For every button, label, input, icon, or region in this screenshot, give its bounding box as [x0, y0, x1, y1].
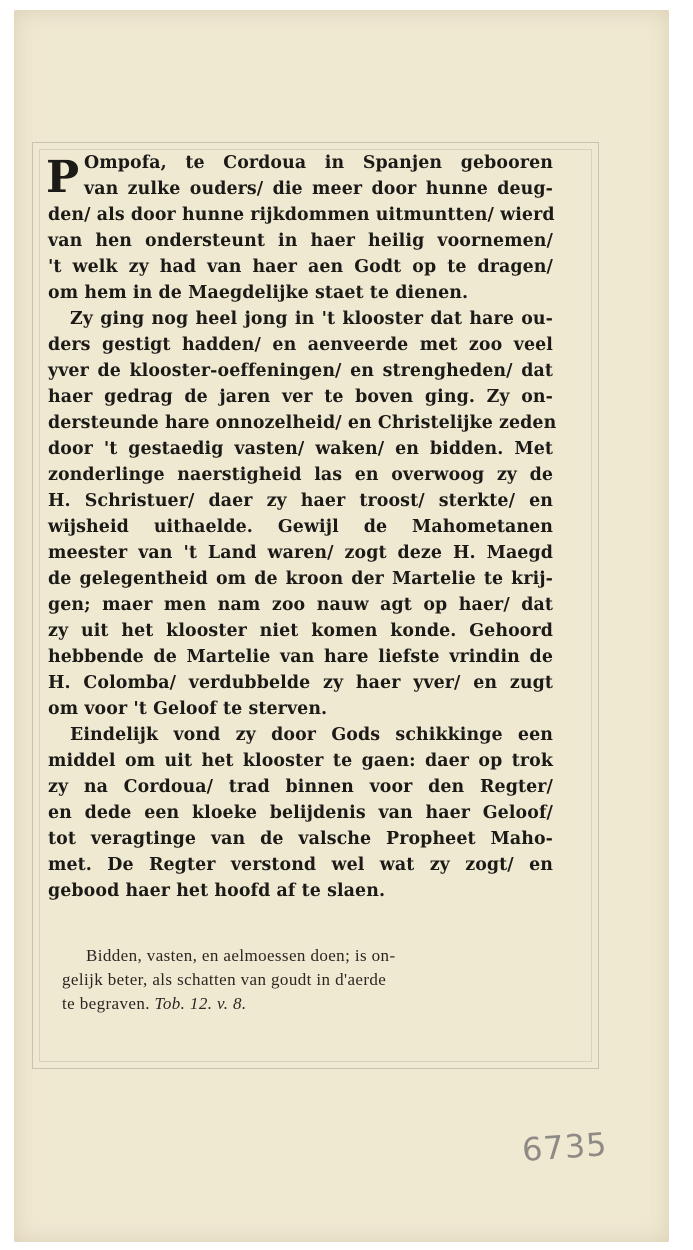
text-line: om voor 't Geloof te sterven.: [48, 699, 328, 719]
text-line: zonderlinge naerstigheid las en overwoog zy de: [48, 465, 553, 485]
text-line: van zulke ouders/ die meer door hunne deug-: [84, 179, 553, 199]
text-line: middel om uit het klooster te gaen: daer op trok: [48, 751, 553, 771]
text-line: hebbende de Martelie van hare liefste vrindin de: [48, 647, 553, 667]
paragraph-2: [48, 306, 557, 722]
verse-text: te begraven.: [62, 994, 150, 1013]
text-line: gebood haer het hoofd af te slaen.: [48, 881, 386, 901]
verse-line: gelijk beter, als schatten van goudt in d'aerde: [62, 970, 387, 989]
verse-line: Bidden, vasten, en aelmoessen doen; is on-: [86, 946, 396, 965]
text-line: Eindelijk vond zy door Gods schikkinge een: [70, 725, 553, 745]
text-line: van hen ondersteunt in haer heilig voornemen/: [48, 231, 553, 251]
verse-line-last: [62, 992, 557, 1016]
text-line: haer gedrag de jaren ver te boven ging. Zy on-: [48, 387, 553, 407]
text-line: 't welk zy had van haer aen Godt op te dragen/: [48, 257, 553, 277]
text-line: zy uit het klooster niet komen konde. Gehoord: [48, 621, 553, 641]
text-line: tot veragtinge van de valsche Propheet Maho-: [48, 829, 553, 849]
body-text: [46, 150, 557, 904]
text-line: ders gestigt hadden/ en aenveerde met zoo veel: [48, 335, 553, 355]
text-line: meester van 't Land waren/ zogt deze H. Maegd: [48, 543, 553, 563]
text-line: Zy ging nog heel jong in 't klooster dat hare ou-: [70, 309, 553, 329]
handwritten-inventory-number: 6735: [520, 1125, 609, 1169]
text-line: Ompofa, te Cordoua in Spanjen gebooren: [84, 153, 553, 173]
closing-verse: [62, 944, 557, 1016]
text-line: H. Colomba/ verdubbelde zy haer yver/ en zugt: [48, 673, 553, 693]
text-line: gen; maer men nam zoo nauw agt op haer/ dat: [48, 595, 553, 615]
bible-reference: Tob. 12. v. 8.: [154, 994, 247, 1013]
text-line: om hem in de Maegdelijke staet te dienen.: [48, 283, 469, 303]
text-line: dersteunde hare onnozelheid/ en Christelijke zeden: [48, 413, 557, 433]
paragraph-3: [48, 722, 553, 904]
text-line: zy na Cordoua/ trad binnen voor den Regter/: [48, 777, 553, 797]
text-line: wijsheid uithaelde. Gewijl de Mahometanen: [48, 517, 553, 537]
text-line: met. De Regter verstond wel wat zy zogt/ en: [48, 855, 553, 875]
text-line: H. Schristuer/ daer zy haer troost/ sterkte/ en: [48, 491, 553, 511]
text-line: door 't gestaedig vasten/ waken/ en bidden. Met: [48, 439, 553, 459]
text-line: yver de klooster-oeffeningen/ en strengheden/ dat: [48, 361, 553, 381]
text-line: en dede een kloeke belijdenis van haer Geloof/: [48, 803, 553, 823]
text-line: de gelegentheid om de kroon der Martelie te krij-: [48, 569, 553, 589]
drop-cap: P: [46, 152, 80, 203]
paragraph-1: [48, 150, 553, 306]
text-line: den/ als door hunne rijkdommen uitmuntten/ wierd: [48, 205, 555, 225]
